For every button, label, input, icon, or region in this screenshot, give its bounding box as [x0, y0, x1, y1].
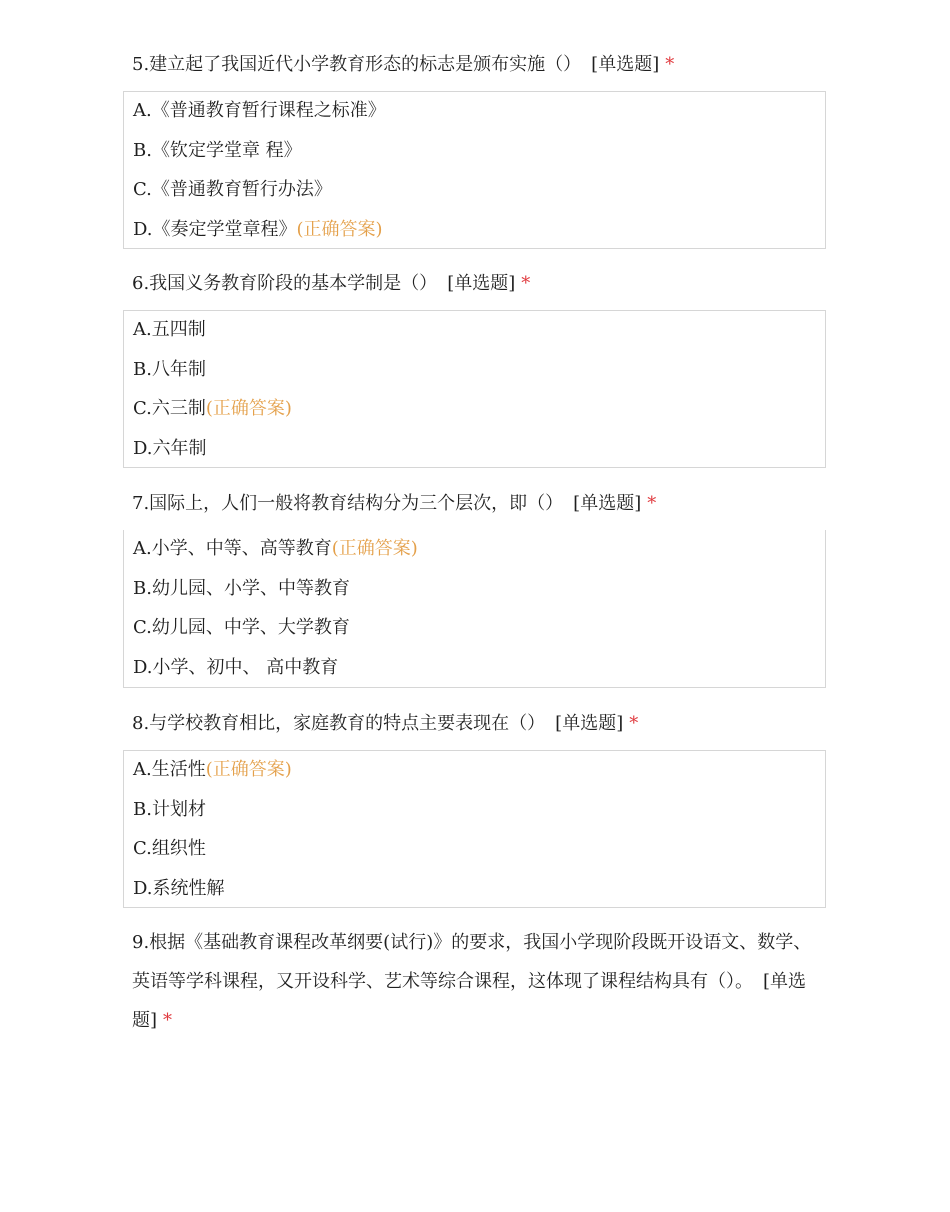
option-label: A.五四制 [133, 319, 206, 340]
option-a[interactable] [133, 99, 386, 123]
option-label: D.系统性解 [133, 878, 225, 899]
option-label: A.小学、中等、高等教育 [133, 538, 332, 559]
question-8 [132, 704, 822, 743]
option-label: C.六三制 [133, 398, 206, 419]
question-text: 9.根据《基础教育课程改革纲要(试行)》的要求，我国小学现阶段既开设语文、数学、英语等学科课程，又开设科学、艺术等综合课程，这体现了课程结构具有（）。 [132, 932, 812, 992]
option-label: C.组织性 [133, 838, 206, 859]
question-9 [132, 923, 812, 1040]
option-d[interactable] [133, 656, 338, 680]
option-label: D.《奏定学堂章程》 [133, 219, 297, 240]
options-box-6 [123, 310, 826, 468]
option-label: B.幼儿园、小学、中等教育 [133, 578, 350, 599]
option-label: A.生活性 [133, 759, 206, 780]
options-box-5 [123, 91, 826, 249]
question-type-tag: [单选题] [591, 54, 660, 75]
option-label: A.《普通教育暂行课程之标准》 [133, 100, 386, 121]
option-a[interactable] [133, 537, 418, 561]
question-7 [132, 484, 822, 523]
option-label: C.《普通教育暂行办法》 [133, 179, 332, 200]
option-b[interactable] [133, 358, 206, 382]
question-type-tag: [单选题] [447, 273, 516, 294]
question-text: 5.建立起了我国近代小学教育形态的标志是颁布实施（） [132, 54, 582, 75]
option-c[interactable] [133, 178, 332, 202]
option-c[interactable] [133, 397, 292, 421]
question-text: 7.国际上，人们一般将教育结构分为三个层次，即（） [132, 493, 564, 514]
question-text: 6.我国义务教育阶段的基本学制是（） [132, 273, 438, 294]
option-label: D.六年制 [133, 438, 207, 459]
option-a[interactable] [133, 318, 206, 342]
option-c[interactable] [133, 616, 350, 640]
option-b[interactable] [133, 139, 302, 163]
option-a[interactable] [133, 758, 292, 782]
options-box-7 [123, 530, 826, 688]
option-d[interactable] [133, 437, 207, 461]
correct-answer-mark: (正确答案) [205, 398, 292, 419]
option-b[interactable] [133, 577, 350, 601]
required-star: * [163, 1010, 173, 1031]
correct-answer-mark: (正确答案) [331, 538, 418, 559]
correct-answer-mark: (正确答案) [296, 219, 383, 240]
question-6 [132, 264, 822, 303]
option-d[interactable] [133, 877, 225, 901]
option-label: C.幼儿园、中学、大学教育 [133, 617, 350, 638]
option-label: B.八年制 [133, 359, 206, 380]
option-c[interactable] [133, 837, 206, 861]
correct-answer-mark: (正确答案) [205, 759, 292, 780]
question-type-tag: [单选题] [132, 971, 807, 1031]
option-label: B.计划材 [133, 799, 206, 820]
required-star: * [629, 713, 639, 734]
question-type-tag: [单选题] [573, 493, 642, 514]
options-box-8 [123, 750, 826, 908]
option-d[interactable] [133, 218, 383, 242]
question-type-tag: [单选题] [555, 713, 624, 734]
question-text: 8.与学校教育相比，家庭教育的特点主要表现在（） [132, 713, 546, 734]
required-star: * [665, 54, 675, 75]
option-b[interactable] [133, 798, 206, 822]
required-star: * [647, 493, 657, 514]
question-5 [132, 45, 822, 84]
required-star: * [521, 273, 531, 294]
option-label: D.小学、初中、 高中教育 [133, 657, 339, 678]
option-label: B.《钦定学堂章 程》 [133, 140, 302, 161]
